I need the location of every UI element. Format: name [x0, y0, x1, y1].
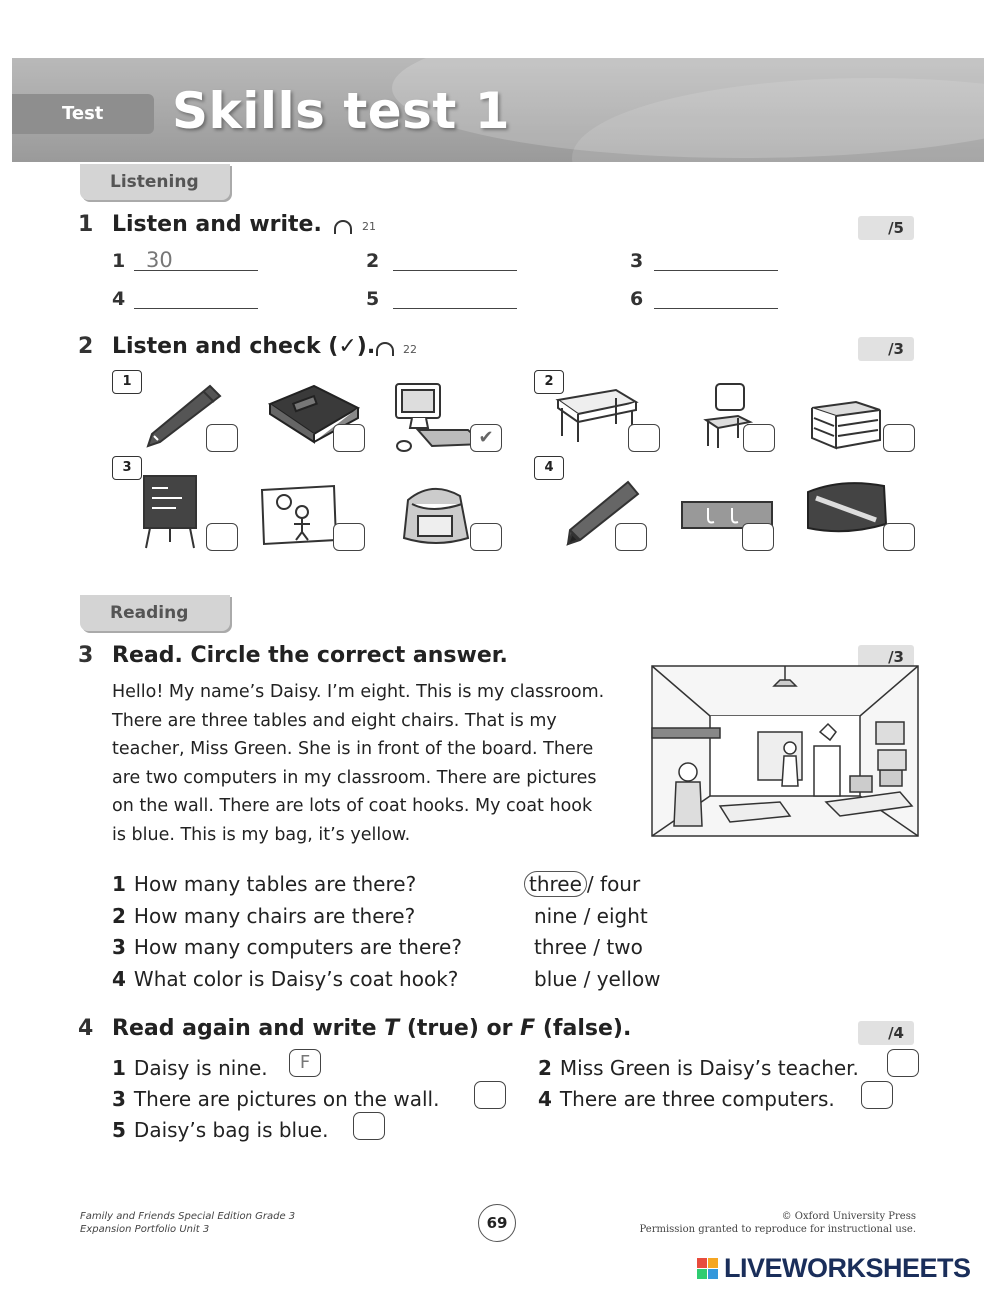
track-number: 21	[362, 220, 376, 233]
answer-choices[interactable]: blue / yellow	[534, 967, 661, 991]
answer-box[interactable]	[353, 1112, 385, 1140]
answer-option[interactable]: blue	[534, 967, 578, 991]
answer-box[interactable]	[887, 1049, 919, 1077]
check-box[interactable]	[743, 424, 775, 452]
exercise-number: 3	[78, 643, 94, 668]
item-number: 3	[630, 250, 644, 272]
check-box[interactable]: ✔	[470, 424, 502, 452]
answer-box[interactable]	[861, 1081, 893, 1109]
check-box[interactable]	[206, 523, 238, 551]
statement: 1 Daisy is nine.	[112, 1056, 268, 1080]
answer-choices[interactable]: three / two	[534, 935, 643, 959]
answer-option[interactable]: four	[600, 872, 641, 896]
statement: 5 Daisy’s bag is blue.	[112, 1118, 329, 1142]
group-number: 3	[112, 456, 142, 480]
exercise-number: 1	[78, 212, 94, 237]
board-picture	[138, 472, 208, 550]
headphones-icon	[334, 220, 352, 234]
answer-box[interactable]	[474, 1081, 506, 1109]
check-box[interactable]	[742, 523, 774, 551]
score-box: /3	[858, 337, 914, 361]
statement: 2 Miss Green is Daisy’s teacher.	[538, 1056, 859, 1080]
exercise-number: 2	[78, 334, 94, 359]
item-number: 6	[630, 288, 644, 310]
headphones-icon	[376, 342, 394, 356]
liveworksheets-logo-icon	[697, 1258, 719, 1280]
check-box[interactable]	[333, 523, 365, 551]
group-number: 4	[534, 456, 564, 480]
page-number: 69	[478, 1204, 516, 1242]
check-box[interactable]	[883, 424, 915, 452]
score-box: /4	[858, 1021, 914, 1045]
track-number: 22	[403, 343, 417, 356]
check-box[interactable]	[470, 523, 502, 551]
reading-passage: Hello! My name’s Daisy. I’m eight. This is my classroom. There are three tables and eight chairs. That is my teacher, Miss Green. She is in front of the board. There are two computers in my classroom. There are pictures on the wall. There are lots of coat hooks. My coat hook is blue. This is my bag, it’s yellow.	[112, 682, 605, 845]
pencil-case-picture	[802, 478, 892, 540]
answer-blank[interactable]	[654, 251, 778, 271]
section-reading: Reading	[80, 595, 230, 631]
answer-blank[interactable]	[654, 289, 778, 309]
statement: 3 There are pictures on the wall.	[112, 1087, 440, 1111]
check-box[interactable]	[206, 424, 238, 452]
drawers-picture	[806, 398, 886, 454]
answer-option[interactable]: eight	[596, 904, 648, 928]
answer-option[interactable]: nine	[534, 904, 578, 928]
question: 4 What color is Daisy’s coat hook?	[112, 967, 459, 991]
exercise-title: Listen and check (✓).	[112, 334, 376, 359]
exercise-number: 4	[78, 1016, 94, 1041]
classroom-illustration	[650, 656, 920, 838]
check-box[interactable]	[615, 523, 647, 551]
group-number: 1	[112, 370, 142, 394]
score-box: /3	[858, 645, 914, 669]
group-number: 2	[534, 370, 564, 394]
answer-option[interactable]: three	[524, 871, 587, 897]
answer-box[interactable]: F	[289, 1049, 321, 1077]
answer-choices[interactable]: three / four	[524, 872, 640, 896]
answer-option[interactable]: three	[534, 935, 587, 959]
page-title: Skills test 1	[172, 82, 511, 140]
statement: 4 There are three computers.	[538, 1087, 835, 1111]
answer-choices[interactable]: nine / eight	[534, 904, 648, 928]
bag-picture	[396, 480, 478, 548]
check-box[interactable]	[628, 424, 660, 452]
picture-picture	[258, 484, 340, 546]
question: 3 How many computers are there?	[112, 935, 462, 959]
item-number: 2	[366, 250, 380, 272]
section-listening: Listening	[80, 164, 230, 200]
answer-blank[interactable]	[393, 289, 517, 309]
liveworksheets-logo[interactable]: LIVEWORKSHEETS	[724, 1253, 971, 1283]
score-box: /5	[858, 216, 914, 240]
exercise-title: Read again and write T (true) or F (false).	[112, 1016, 632, 1041]
answer-blank[interactable]	[393, 251, 517, 271]
answer-option[interactable]: yellow	[596, 967, 661, 991]
exercise-title: Read. Circle the correct answer.	[112, 643, 508, 668]
item-number: 1	[112, 250, 126, 272]
footer-copyright: © Oxford University Press Permission granted to reproduce for instructional use.	[639, 1211, 916, 1235]
question: 2 How many chairs are there?	[112, 904, 416, 928]
test-tab: Test	[12, 94, 154, 134]
item-number: 4	[112, 288, 126, 310]
footer-book-info: Family and Friends Special Edition Grade 3 Expansion Portfolio Unit 3	[80, 1211, 296, 1235]
answer-blank[interactable]	[134, 289, 258, 309]
answer-blank[interactable]: 30	[134, 251, 258, 271]
item-number: 5	[366, 288, 380, 310]
exercise-title: Listen and write.	[112, 212, 322, 237]
question: 1 How many tables are there?	[112, 872, 417, 896]
check-box[interactable]	[883, 523, 915, 551]
check-box[interactable]	[333, 424, 365, 452]
answer-option[interactable]: two	[606, 935, 643, 959]
